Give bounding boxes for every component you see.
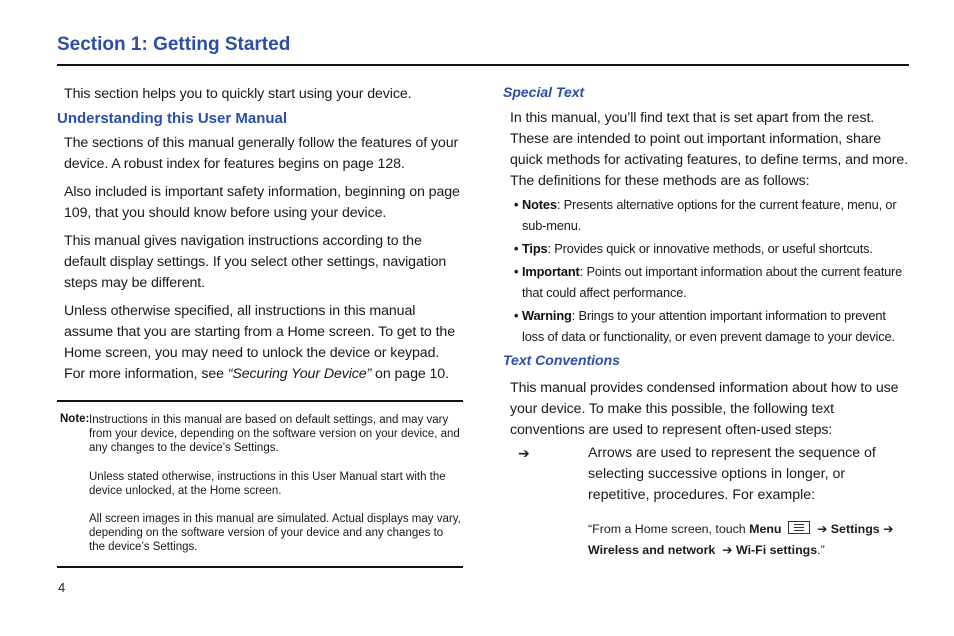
note-paragraph-2: Unless stated otherwise, instructions in this User Manual start with the device unlocked, at the Home screen.: [89, 470, 446, 497]
right-column: [503, 84, 909, 561]
special-text-paragraph: In this manual, you’ll find text that is set apart from the rest. These are intended to point out important information, share quick methods for activating features, to define terms, and more. The definitions for these methods are as follows:: [510, 110, 909, 189]
arrow-description: Arrows are used to represent the sequence of selecting successive options in longer, or repetitive, procedures. For example:: [588, 445, 876, 503]
home-screen-text: Unless otherwise specified, all instructions in this manual assume that you are starting from a Home screen. To get to the Home screen, you may need to unlock the device or keypad. For more information, see: [64, 303, 455, 382]
special-text-heading: Special Text: [503, 84, 585, 100]
list-item: • Warning: Brings to your attention important information to prevent loss of data or functionality, or even prevent damage to your device.: [514, 308, 895, 344]
special-text-list: [503, 194, 909, 347]
left-column: [57, 84, 463, 385]
bullet-term: Notes: [522, 197, 557, 212]
arrow-right-icon: ➔: [518, 445, 530, 461]
paragraph-features: The sections of this manual generally follow the features of your device. A robust index for features begins on page 128.: [64, 135, 459, 172]
text-conventions-heading: Text Conventions: [503, 352, 620, 368]
arrow-right-icon: ➔: [816, 522, 828, 536]
wireless-network-label: Wireless and network: [588, 543, 716, 557]
list-item: • Important: Points out important information about the current feature that could affect performance.: [514, 264, 903, 300]
note-paragraph-3: All screen images in this manual are simulated. Actual displays may vary, depending on the software version of your device and any changes to the device’s Settings.: [89, 513, 461, 554]
bullet-term: Tips: [522, 241, 548, 256]
list-item: • Tips: Provides quick or innovative methods, or useful shortcuts.: [514, 241, 873, 256]
arrow-convention: [503, 443, 909, 506]
menu-label: Menu: [749, 522, 782, 536]
conventions-paragraph: This manual provides condensed information about how to use your device. To make this possible, the following text conventions are used to represent often-used steps:: [510, 380, 899, 438]
bullet-desc: : Brings to your attention important information to prevent loss of data or functionality, or even prevent damage to your device.: [522, 308, 895, 344]
wifi-settings-label: Wi-Fi settings: [736, 543, 818, 557]
paragraph-home-screen: [57, 301, 463, 385]
list-item: • Notes: Presents alternative options for the current feature, menu, or sub-menu.: [514, 197, 897, 233]
example-suffix: .”: [817, 543, 825, 557]
home-screen-page-ref: on page 10.: [371, 366, 449, 382]
arrow-right-icon: ➔: [722, 543, 733, 557]
understanding-heading: Understanding this User Manual: [57, 110, 288, 127]
note-paragraph-1: Instructions in this manual are based on default settings, and may vary from your device, depending on the software version on your device, and any changes to the device’s Settings.: [89, 414, 460, 455]
paragraph-navigation: This manual gives navigation instructions according to the default display settings. If you select other settings, navigation steps may be different.: [64, 233, 447, 291]
arrow-right-icon: ➔: [883, 522, 894, 536]
section-title: Section 1: Getting Started: [57, 34, 291, 55]
bullet-desc: : Presents alternative options for the current feature, menu, or sub-menu.: [522, 197, 897, 233]
note-box: [57, 400, 463, 568]
example-sequence: [588, 519, 909, 561]
example-prefix: “From a Home screen, touch: [588, 522, 750, 536]
settings-label: Settings: [830, 522, 880, 536]
paragraph-safety: Also included is important safety information, beginning on page 109, that you should know before using your device.: [64, 184, 460, 221]
title-divider: [57, 64, 909, 66]
securing-device-link[interactable]: “Securing Your Device”: [227, 366, 372, 382]
bullet-term: Important: [522, 264, 580, 279]
note-label: Note:: [60, 413, 90, 425]
page-number: 4: [58, 580, 66, 595]
bullet-term: Warning: [522, 308, 572, 323]
bullet-desc: : Provides quick or innovative methods, or useful shortcuts.: [547, 241, 873, 256]
bullet-desc: : Points out important information about the current feature that could affect performance.: [522, 264, 903, 300]
menu-icon: [788, 521, 810, 534]
intro-paragraph: This section helps you to quickly start using your device.: [64, 86, 412, 102]
